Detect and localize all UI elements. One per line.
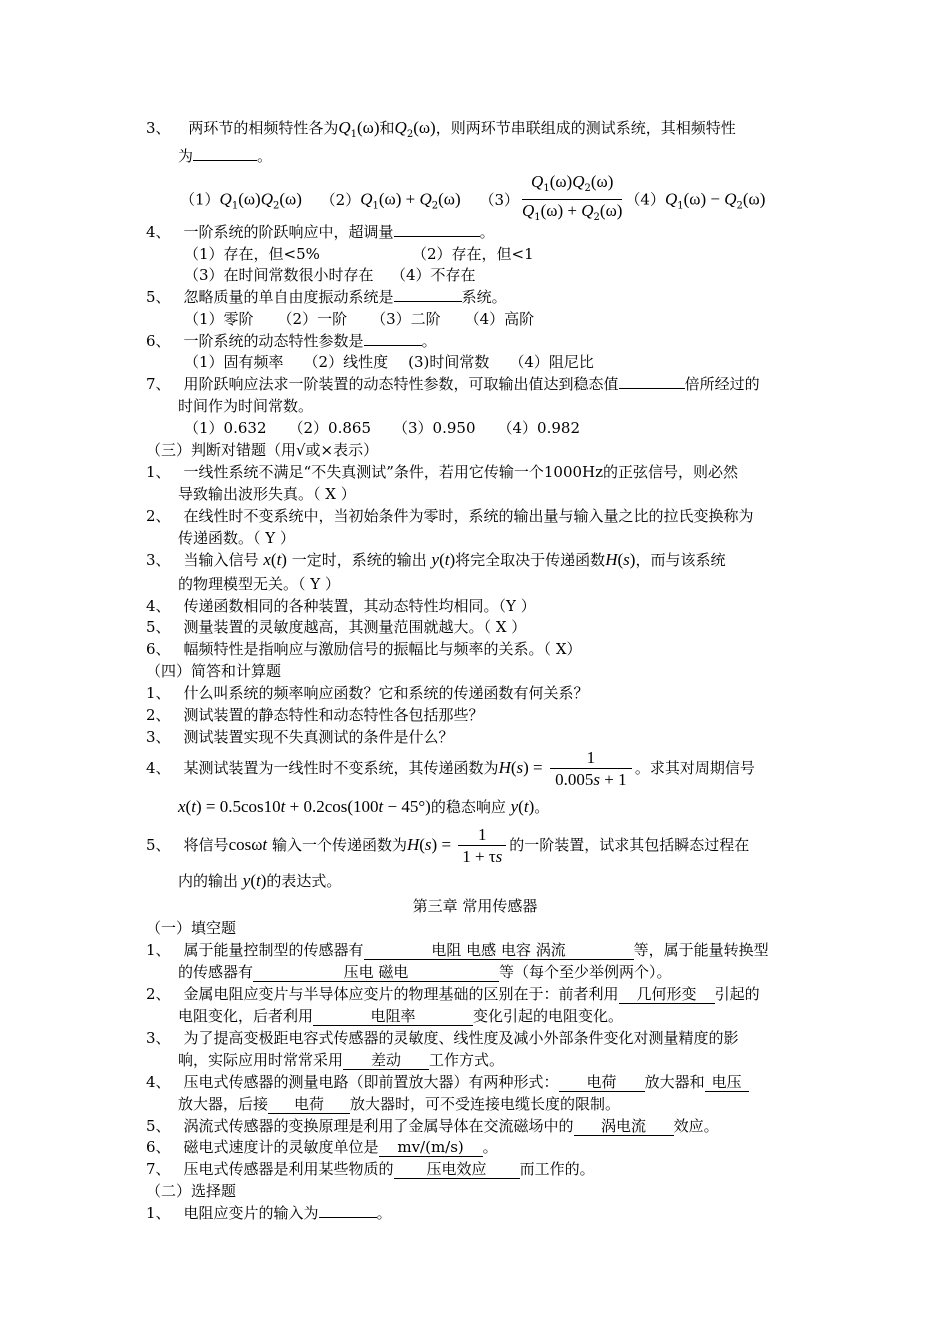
option-3-fraction: $\frac{Q_1(\omega)Q_2(\omega)}{Q_1(\omega) + Q_2(\omega)}$ — [521, 172, 623, 223]
choice-1: 1、 电阻应变片的输入为 。 — [146, 1204, 392, 1222]
answer-underline: 几何形变 — [619, 986, 715, 1004]
judge-4: 4、 传递函数相同的各种装置，其动态特性均相同。（Y ） — [146, 597, 536, 615]
question-3-options: $(1)Q_1(\omega)Q_2(\omega) (2)Q_1(\omega) + Q_2(\omega)$ （3） $\frac{Q_1(\omega)Q_2(\omega)}{Q_1(\omega) + Q_2(\omega)}$ $(4)Q_1(\omega) - Q_2(\omega)$ — [180, 172, 765, 230]
section-heading-fill: （一）填空题 — [146, 919, 237, 937]
first-order-fraction: $\frac{1}{1 + \tau s}$ — [458, 825, 506, 868]
q4-option-2: （2）存在，但<1 — [412, 245, 534, 263]
answer-blank — [319, 1203, 377, 1218]
fill-3-line2: 响，实际应用时常常采用 差动 工作方式。 — [178, 1051, 505, 1069]
question-7: 7、 用阶跃响应法求一阶装置的动态特性参数，可取输出值达到稳态值 倍所经过的 — [146, 375, 760, 393]
fill-3: 3、 为了提高变极距电容式传感器的灵敏度、线性度及减小外部条件变化对测量精度的影 — [146, 1029, 739, 1047]
answer-underline: 差动 — [343, 1052, 429, 1070]
calc-4-line2: x(t) = 0.5cos10t + 0.2cos(100t − 45°)的稳态响应 y(t)。 — [178, 797, 550, 816]
judge-3-line2: 的物理模型无关。（ Y ） — [178, 575, 340, 593]
fill-4: 4、 压电式传感器的测量电路（即前置放大器）有两种形式： 电荷 放大器和 电压 — [146, 1072, 749, 1092]
calc-5: 5、 将信号cosωt 输入一个传递函数为H(s) = $\frac{1}{1 + \tau s}$ 的一阶装置，试求其包括瞬态过程在 — [146, 824, 750, 866]
judge-3: 3、 当输入信号 x(t) 一定时，系统的输出 y(t)将完全取决于传递函数H(s)，而与该系统 — [146, 550, 726, 569]
calc-1: 1、 什么叫系统的频率响应函数？它和系统的传递函数有何关系？ — [146, 684, 589, 702]
fill-5: 5、 涡流式传感器的变换原理是利用了金属导体在交流磁场中的 涡电流 效应。 — [146, 1117, 719, 1135]
q5-options: （1）零阶 （2）一阶 （3）二阶 （4）高阶 — [184, 310, 535, 328]
fill-2: 2、 金属电阻应变片与半导体应变片的物理基础的区别在于：前者利用 几何形变 引起的 — [146, 985, 760, 1003]
answer-underline: 电阻率 — [313, 1008, 473, 1026]
fill-4-line2: 放大器，后接 电荷 放大器时，可不受连接电缆长度的限制。 — [178, 1095, 621, 1113]
question-number: 3、 — [146, 119, 171, 137]
fill-1-line2: 的传感器有 压电 磁电 等（每个至少举例两个）。 — [178, 963, 672, 981]
answer-underline: 压电 磁电 — [253, 964, 499, 982]
answer-blank — [619, 374, 685, 389]
answer-blank — [394, 222, 480, 237]
calc-4: 4、 某测试装置为一线性时不变系统，其传递函数为H(s) = $\frac{1}{0.005s + 1}$ 。求其对周期信号 — [146, 747, 755, 789]
answer-underline: 涡电流 — [574, 1118, 674, 1136]
q4-option-1: （1）存在，但<5% — [184, 245, 320, 263]
calc-3: 3、 测试装置实现不失真测试的条件是什么？ — [146, 728, 454, 746]
answer-underline: 电荷 — [268, 1096, 350, 1114]
question-3: 3、 两环节的相频特性各为$Q_1(\omega)$和$Q_2(\omega)$，则两环节串联组成的测试系统，其相频特性 — [146, 118, 736, 140]
section-heading-choice: （二）选择题 — [146, 1182, 237, 1200]
fill-7: 7、 压电式传感器是利用某些物质的 压电效应 而工作的。 — [146, 1160, 595, 1178]
question-4: 4、 一阶系统的阶跃响应中，超调量 。 — [146, 223, 495, 241]
judge-1: 1、 一线性系统不满足“不失真测试”条件，若用它传输一个1000Hz的正弦信号，则必然 — [146, 463, 739, 481]
answer-underline: mv/(m/s) — [379, 1139, 483, 1157]
answer-blank — [193, 146, 257, 161]
section-heading-judge: （三）判断对错题（用√或×表示） — [146, 441, 379, 459]
answer-underline: 电压 — [705, 1074, 749, 1092]
chapter-title: 第三章 常用传感器 — [412, 897, 538, 915]
q4-option-4: （4）不存在 — [391, 266, 476, 284]
answer-underline: 压电效应 — [394, 1161, 520, 1179]
answer-underline: 电荷 — [559, 1074, 645, 1092]
judge-1-line2: 导致输出波形失真。（ X ） — [178, 485, 356, 503]
question-5: 5、 忽略质量的单自由度振动系统是 系统。 — [146, 288, 507, 306]
fill-6: 6、 磁电式速度计的灵敏度单位是 mv/(m/s) 。 — [146, 1138, 498, 1156]
q4-option-3: （3）在时间常数很小时存在 — [184, 266, 374, 284]
transfer-function-fraction: $\frac{1}{0.005s + 1}$ — [550, 748, 632, 791]
q6-options: （1）固有频率 （2）线性度 (3)时间常数 （4）阻尼比 — [184, 353, 594, 371]
answer-blank — [394, 287, 462, 302]
answer-underline: 电阻 电感 电容 涡流 — [364, 942, 634, 960]
judge-2-line2: 传递函数。（ Y ） — [178, 529, 295, 547]
fill-1: 1、 属于能量控制型的传感器有 电阻 电感 电容 涡流 等，属于能量转换型 — [146, 941, 769, 959]
calc-2: 2、 测试装置的静态特性和动态特性各包括那些？ — [146, 706, 484, 724]
q7-options: （1）0.632 （2）0.865 （3）0.950 （4）0.982 — [184, 419, 580, 437]
judge-6: 6、 幅频特性是指响应与激励信号的振幅比与频率的关系。（ X） — [146, 640, 582, 658]
question-6: 6、 一阶系统的动态特性参数是 。 — [146, 332, 437, 350]
section-heading-calc: （四）简答和计算题 — [146, 662, 282, 680]
question-7-line2: 时间作为时间常数。 — [178, 397, 314, 415]
calc-5-line2: 内的输出 y(t)的表达式。 — [178, 871, 342, 890]
question-3-line2: 为 。 — [178, 147, 273, 165]
answer-blank — [364, 331, 422, 346]
fill-2-line2: 电阻变化，后者利用 电阻率 变化引起的电阻变化。 — [178, 1007, 624, 1025]
judge-2: 2、 在线性时不变系统中，当初始条件为零时，系统的输出量与输入量之比的拉氏变换称为 — [146, 507, 754, 525]
judge-5: 5、 测量装置的灵敏度越高，其测量范围就越大。（ X ） — [146, 618, 527, 636]
